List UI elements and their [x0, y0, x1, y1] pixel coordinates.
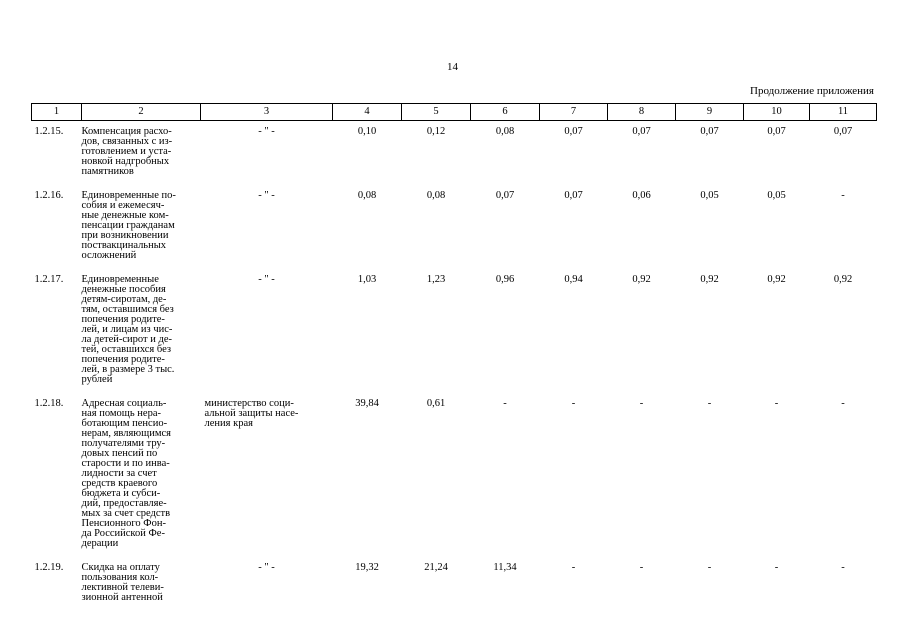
column-header-6: 6 [471, 104, 540, 121]
row-value: 0,05 [700, 190, 719, 201]
row-code: 1.2.19. [34, 562, 64, 573]
row-value: 11,34 [493, 562, 517, 573]
row-value: 0,08 [426, 190, 446, 201]
row-code: 1.2.15. [34, 126, 64, 137]
row-value: 0,94 [564, 274, 583, 285]
row-code: 1.2.16. [34, 190, 64, 201]
continuation-label: Продолжение приложения [750, 85, 874, 97]
row-value: 1,23 [426, 274, 446, 285]
row-name: Единовременные по- собия и ежемесяч- ные денежные ком- пенсации гражданам при возникновении поствакцинальных осложнений [81, 190, 176, 261]
row-value: - [774, 398, 779, 409]
row-value: 0,05 [767, 190, 786, 201]
row-code: 1.2.18. [34, 398, 64, 409]
row-value: 0,92 [833, 274, 853, 285]
column-header-3: 3 [201, 104, 333, 121]
header-row [32, 104, 877, 121]
row-value: 0,12 [426, 126, 446, 137]
row-value: 0,96 [495, 274, 515, 285]
row-name: Скидка на оплату пользования кол- лективной телеви- зионной антенной [81, 562, 164, 603]
row-value: - [571, 562, 576, 573]
row-value: - [707, 562, 712, 573]
column-header-5: 5 [402, 104, 471, 121]
table-row [32, 557, 877, 611]
row-value: 0,92 [700, 274, 719, 285]
page-number: 14 [447, 61, 458, 73]
column-header-1: 1 [32, 104, 82, 121]
row-value: 21,24 [424, 562, 448, 573]
row-value: 0,07 [564, 190, 583, 201]
row-value: 0,07 [632, 126, 651, 137]
appendix-table [31, 103, 877, 611]
row-value: - [639, 398, 644, 409]
row-name: Адресная социаль- ная помощь нера- ботающим пенсио- нерам, являющимся получателями тру- довых пенсий по старости и по инва- лидности за счет средств краевого бюджета и субси- дий, предоставляе- мых за счет средств Пенсионного Фон- да Российской Фе- дерации [81, 398, 171, 549]
column-header-9: 9 [676, 104, 744, 121]
row-value: - [841, 398, 845, 409]
column-header-4: 4 [333, 104, 402, 121]
table-row [32, 121, 877, 186]
table-row [32, 185, 877, 269]
row-value: 0,08 [357, 190, 377, 201]
row-value: 0,08 [495, 126, 515, 137]
row-executor: министерство соци- альной защиты насе- ления края [204, 398, 299, 429]
row-value: - [841, 190, 845, 201]
row-value: 19,32 [355, 562, 379, 573]
row-value: 0,92 [767, 274, 786, 285]
row-executor: - " - [258, 562, 275, 573]
table-row [32, 393, 877, 557]
row-value: 1,03 [357, 274, 377, 285]
column-header-8: 8 [608, 104, 676, 121]
row-value: 0,07 [700, 126, 719, 137]
row-value: - [841, 562, 845, 573]
row-value: 0,92 [632, 274, 651, 285]
row-value: - [503, 398, 507, 409]
row-value: 0,07 [833, 126, 853, 137]
row-value: - [571, 398, 576, 409]
row-name: Компенсация расхо- дов, связанных с из- готовлением и уста- новкой надгробных памятников [81, 126, 173, 177]
row-value: 0,10 [357, 126, 377, 137]
row-value: - [707, 398, 712, 409]
row-value: - [774, 562, 779, 573]
row-value: 0,07 [495, 190, 515, 201]
row-code: 1.2.17. [34, 274, 64, 285]
row-value: 0,61 [426, 398, 446, 409]
column-header-7: 7 [540, 104, 608, 121]
row-executor: - " - [258, 274, 275, 285]
row-name: Единовременные денежные пособия детям-сиротам, де- тям, оставшимся без попечения родите- лей, и лицам из чис- ла детей-сирот и де- тей, оставшихся без попечения родите- лей, в размере 3 тыс. рублей [81, 274, 175, 385]
row-value: 0,07 [564, 126, 583, 137]
row-value: - [639, 562, 644, 573]
table-row [32, 269, 877, 393]
column-header-2: 2 [82, 104, 201, 121]
row-executor: - " - [258, 190, 275, 201]
column-header-11: 11 [810, 104, 877, 121]
row-value: 0,07 [767, 126, 786, 137]
row-value: 0,06 [632, 190, 651, 201]
column-header-10: 10 [744, 104, 810, 121]
row-value: 39,84 [355, 398, 379, 409]
row-executor: - " - [258, 126, 275, 137]
